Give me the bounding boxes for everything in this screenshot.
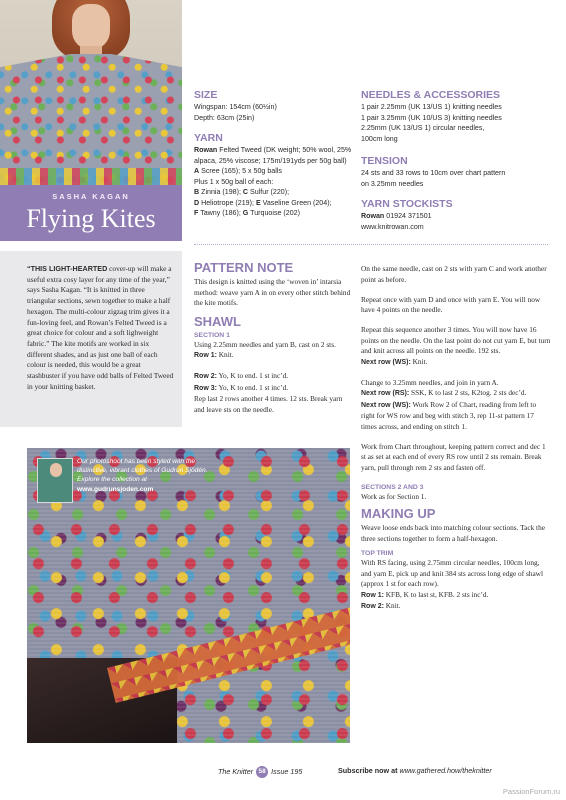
row-text: Work Row 2 of Chart, reading from left to right for WS row and beg with stitch 3, rep 11-st pattern 17 times across, and ending on stitch 1.: [361, 399, 537, 431]
yarn-brand: Rowan: [194, 146, 218, 154]
shawl-cast-on: Using 2.25mm needles and yarn B, cast on 2 sts.: [194, 339, 336, 349]
intro-body: cover-up will make a useful extra cosy layer for any time of the year,” says Sasha Kagan. “It is knitted in three triangular sections, sewn together to make a half hexagon. The multi-colour zigzag trim gives it a fun-loving feel, and Rowan’s Felted Tweed is a great choice for colour and a soft lighweight fabric.” The kite motifs are worked in six different shades, and as just one ball of each colour is needed, this would be a great stashbuster if you have odd balls of Felted Tweed in your knitting basket.: [27, 264, 174, 391]
yarn-main-shade: [194, 166, 354, 177]
pattern-note-heading: PATTERN NOTE: [194, 260, 294, 275]
tension-line: on 3.25mm needles: [361, 179, 424, 188]
model-thumbnail: [37, 458, 73, 503]
shawl-trim: [0, 168, 182, 185]
footer-issue: [218, 766, 302, 778]
row-label: Row 2:: [194, 373, 217, 380]
section1-heading: SECTION 1: [194, 331, 230, 339]
shade-name: Tawny (186);: [200, 209, 241, 217]
size-heading: SIZE: [194, 89, 218, 101]
needles-line: 1 pair 2.25mm (UK 13/US 1) knitting needles: [361, 103, 502, 111]
instr-para: Work from Chart throughout, keeping pattern correct and dec 1 st as set at each end of every RS row until 2 sts remain. Break yarn, pull through rem 2 sts and fasten off.: [361, 441, 546, 472]
shawl-repeat: Rep last 2 rows another 4 times. 12 sts. Break yarn and leave sts on the needle.: [194, 394, 343, 414]
designer-name: SASHA KAGAN: [52, 192, 130, 201]
sections23-text: Work as for Section 1.: [361, 491, 427, 501]
title-band: [0, 185, 182, 241]
instr-row: [361, 601, 551, 613]
row-text: SSK, K to last 2 sts, K2tog. 2 sts dec’d.: [409, 388, 527, 397]
yarn-plus: Plus 1 x 50g ball of each:: [194, 177, 274, 186]
shade-letter: F: [194, 209, 199, 217]
instr-row: [361, 388, 551, 400]
tension-block: [361, 155, 551, 189]
yarn-description: Felted Tweed (DK weight; 50% wool, 25% alpaca, 25% viscose; 175m/191yds per 50g ball): [194, 146, 352, 165]
instr-row: [361, 400, 551, 433]
shade-letter: G: [242, 209, 249, 217]
column-instructions: [361, 264, 551, 613]
yarn-desc: [194, 145, 354, 166]
needles-heading: NEEDLES & ACCESSORIES: [361, 89, 501, 101]
stockists-line: [361, 211, 551, 222]
thumbnail-face: [50, 463, 62, 477]
needles-block: [361, 89, 551, 144]
magazine-name: The Knitter: [218, 766, 254, 776]
yarn-block: [194, 132, 354, 219]
row-label: Next row (WS):: [361, 358, 411, 366]
row-text: Knit.: [410, 356, 428, 366]
intro-lead: “THIS LIGHT-HEARTED: [27, 264, 108, 273]
shade-name: Vaseline Green (204);: [262, 198, 332, 207]
needles-line: 2.25mm (UK 13/US 1) circular needles,: [361, 124, 485, 132]
making-up-text: Weave loose ends back into matching colour sections. Tack the three sections together to form a half-hexagon.: [361, 523, 545, 543]
row-text: KFB, K to last st, KFB. 2 sts inc’d.: [383, 589, 489, 599]
intro-panel: [0, 251, 182, 427]
stockists-phone: 01924 371501: [386, 212, 432, 220]
shade-name: Heliotrope (219);: [201, 198, 254, 207]
making-up-heading: MAKING UP: [361, 506, 436, 521]
footer-subscribe: [338, 766, 492, 775]
shade-name: Scree (165); 5 x 50g balls: [201, 167, 282, 175]
top-trim-heading: TOP TRIM: [361, 550, 394, 557]
shade-letter: D: [194, 198, 200, 207]
sections23-heading: SECTIONS 2 AND 3: [361, 483, 424, 491]
divider: [194, 244, 548, 245]
row-label: Row 2:: [361, 603, 384, 610]
stockists-brand: Rowan: [361, 212, 385, 220]
shade-letter: E: [255, 198, 261, 207]
row-label: Row 1:: [361, 591, 384, 599]
instr-para: On the same needle, cast on 2 sts with yarn C and work another point as before.: [361, 264, 547, 284]
model-face: [72, 4, 110, 50]
instr-para: Change to 3.25mm needles, and join in yarn A.: [361, 377, 499, 387]
instr-row: [361, 357, 551, 369]
page-number: 58: [256, 766, 268, 778]
yarn-heading: YARN: [194, 132, 223, 144]
row-text: Yo, K to end. 1 st inc’d.: [216, 371, 289, 380]
tension-line: 24 sts and 33 rows to 10cm over chart pattern: [361, 169, 506, 177]
instr-para: Repeat once with yarn D and once with yarn E. You will now have 4 points on the needle.: [361, 294, 541, 314]
tension-heading: TENSION: [361, 155, 408, 167]
subscribe-text: Subscribe now at: [338, 766, 400, 775]
shawl-heading: SHAWL: [194, 313, 241, 329]
pattern-note-text: This design is knitted using the ‘woven in’ intarsia method: weave yarn A in on every other stitch behind the kite motifs.: [194, 277, 351, 307]
shawl-row: [194, 383, 352, 395]
row-text: Knit.: [216, 350, 234, 359]
row-label: Next row (WS):: [361, 401, 411, 409]
row-text: Yo, K to end. 1 st inc’d.: [216, 382, 289, 392]
shade-name: Turquoise (202): [250, 209, 300, 217]
shade-letter: C: [242, 188, 249, 196]
needles-line: 100cm long: [361, 134, 398, 143]
caption-text: Our photoshoot has been styled with the distinctive, vibrant clothes of Gudrun Sjödén. Explore the collection at: [77, 458, 208, 484]
needles-line: 1 pair 3.25mm (UK 10/US 3) knitting needles: [361, 113, 502, 122]
yarn-shade-line: [194, 208, 354, 219]
shawl-knit: [0, 54, 182, 185]
shade-name: Zinnia (198);: [201, 188, 241, 196]
column-pattern: [194, 260, 352, 425]
watermark: PassionForum.ru: [502, 787, 560, 796]
row-label: Row 3:: [194, 384, 217, 392]
photo-caption: [77, 457, 222, 494]
row-text: Knit.: [383, 601, 401, 610]
top-trim-text: With RS facing, using 2.75mm circular needles, 100cm long, and yarn E, pick up and knit 384 sts across long edge of shawl (approx 1 st for each row).: [361, 558, 543, 588]
row-label: Next row (RS):: [361, 390, 410, 397]
shade-letter: B: [194, 188, 200, 196]
issue-number: Issue 195: [271, 766, 303, 776]
intro-text: [27, 264, 175, 392]
shawl-detail-photo: [27, 448, 350, 743]
pattern-title: Flying Kites: [26, 204, 156, 233]
size-block: [194, 89, 354, 123]
yarn-shade-line: [194, 187, 354, 198]
shade-name: Sulfur (220);: [250, 188, 290, 196]
shawl-row: [194, 371, 352, 383]
subscribe-url[interactable]: www.gathered.how/theknitter: [399, 766, 492, 775]
hero-photo: [0, 0, 182, 185]
stockists-web[interactable]: www.knitrowan.com: [361, 222, 424, 231]
instr-para: Repeat this sequence another 3 times. You will now have 16 points on the needle. On the last point do not cut yarn E, but turn and knit across all points on the needle. 192 sts.: [361, 325, 551, 355]
size-line: Wingspan: 154cm (60½in): [194, 103, 277, 111]
instr-row: [361, 590, 551, 602]
yarn-shade-line: [194, 198, 354, 209]
stockists-heading: YARN STOCKISTS: [361, 198, 453, 210]
caption-link[interactable]: www.gudrunsjoden.com: [77, 485, 154, 493]
stockists-block: [361, 198, 551, 232]
shade-letter: A: [194, 167, 200, 175]
shawl-row: [194, 350, 352, 362]
size-line: Depth: 63cm (25in): [194, 113, 255, 122]
row-label: Row 1:: [194, 352, 217, 359]
